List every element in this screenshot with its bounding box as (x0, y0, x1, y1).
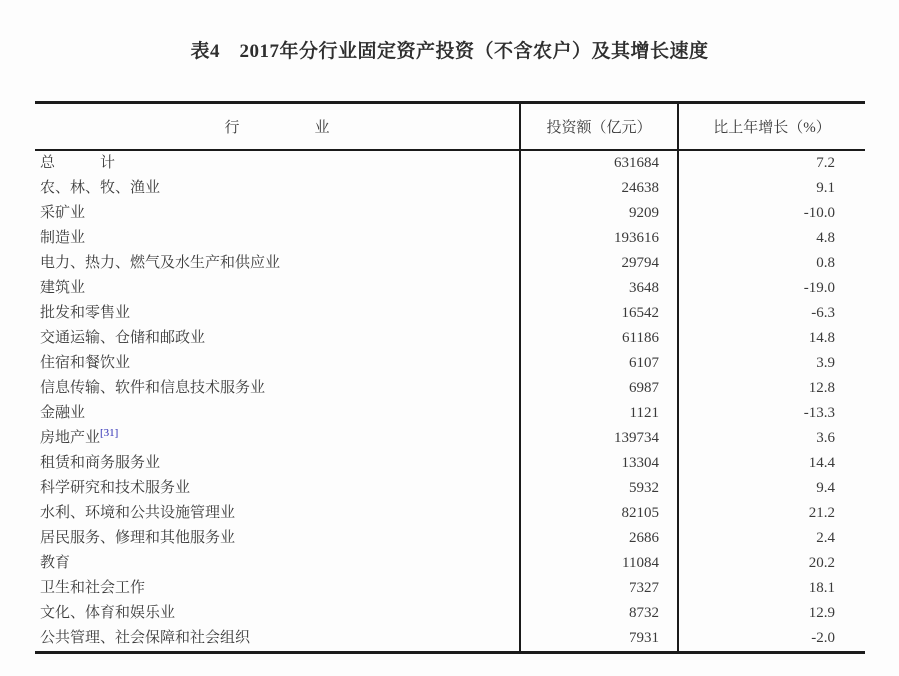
table-row (35, 150, 865, 176)
industry-label: 总 计 (40, 154, 116, 171)
industry-label: 教育 (40, 554, 71, 571)
growth-value: -19.0 (678, 276, 865, 301)
investment-value: 1121 (520, 401, 678, 426)
industry-label: 卫生和社会工作 (40, 579, 146, 596)
table-header (35, 103, 865, 150)
table-row (35, 601, 865, 626)
growth-value: 9.1 (678, 176, 865, 201)
footnote-ref-link[interactable]: [31] (100, 426, 119, 439)
industry-cell (35, 376, 520, 401)
growth-value: -6.3 (678, 301, 865, 326)
industry-cell (35, 476, 520, 501)
industry-cell (35, 150, 520, 176)
industry-label: 信息传输、软件和信息技术服务业 (40, 379, 266, 396)
industry-label: 住宿和餐饮业 (40, 354, 131, 371)
investment-value: 193616 (520, 226, 678, 251)
growth-value: 18.1 (678, 576, 865, 601)
investment-value: 5932 (520, 476, 678, 501)
investment-value: 16542 (520, 301, 678, 326)
industry-label: 采矿业 (40, 204, 86, 221)
table-title: 表4 2017年分行业固定资产投资（不含农户）及其增长速度 (190, 41, 709, 62)
industry-label: 金融业 (40, 404, 86, 421)
table-row (35, 376, 865, 401)
growth-value: 4.8 (678, 226, 865, 251)
table-row (35, 251, 865, 276)
industry-cell (35, 426, 520, 451)
industry-cell (35, 551, 520, 576)
growth-value: 7.2 (678, 150, 865, 176)
investment-value: 11084 (520, 551, 678, 576)
table-row (35, 576, 865, 601)
industry-label: 公共管理、社会保障和社会组织 (40, 629, 251, 646)
industry-label: 科学研究和技术服务业 (40, 479, 191, 496)
investment-value: 82105 (520, 501, 678, 526)
table-row (35, 451, 865, 476)
industry-label: 水利、环境和公共设施管理业 (40, 504, 236, 521)
table-row (35, 401, 865, 426)
industry-label: 电力、热力、燃气及水生产和供应业 (40, 254, 281, 271)
growth-value: -2.0 (678, 626, 865, 653)
header-row (35, 103, 865, 150)
table-row (35, 526, 865, 551)
growth-value: -13.3 (678, 401, 865, 426)
growth-value: -10.0 (678, 201, 865, 226)
investment-value: 139734 (520, 426, 678, 451)
industry-cell (35, 526, 520, 551)
table-row (35, 226, 865, 251)
table-row (35, 201, 865, 226)
industry-label: 批发和零售业 (40, 304, 131, 321)
industry-cell (35, 601, 520, 626)
industry-cell (35, 276, 520, 301)
investment-value: 13304 (520, 451, 678, 476)
table-row (35, 626, 865, 653)
investment-value: 7327 (520, 576, 678, 601)
industry-cell (35, 201, 520, 226)
industry-cell (35, 301, 520, 326)
industry-label: 农、林、牧、渔业 (40, 179, 161, 196)
table-row (35, 326, 865, 351)
table-row (35, 501, 865, 526)
investment-value: 9209 (520, 201, 678, 226)
industry-cell (35, 501, 520, 526)
industry-label: 制造业 (40, 229, 86, 246)
industry-cell (35, 251, 520, 276)
growth-value: 14.4 (678, 451, 865, 476)
industry-cell (35, 351, 520, 376)
table-row (35, 351, 865, 376)
table-row (35, 301, 865, 326)
growth-value: 3.6 (678, 426, 865, 451)
table-row (35, 426, 865, 451)
header-industry: 行 业 (35, 103, 520, 150)
industry-cell (35, 326, 520, 351)
growth-value: 21.2 (678, 501, 865, 526)
growth-value: 12.8 (678, 376, 865, 401)
industry-label: 居民服务、修理和其他服务业 (40, 529, 236, 546)
investment-value: 3648 (520, 276, 678, 301)
industry-cell (35, 626, 520, 653)
industry-label: 房地产业 (40, 429, 101, 446)
investment-table (35, 101, 865, 654)
industry-cell (35, 176, 520, 201)
header-growth: 比上年增长（%） (678, 103, 865, 150)
investment-value: 6107 (520, 351, 678, 376)
table-row (35, 176, 865, 201)
industry-label: 交通运输、仓储和邮政业 (40, 329, 206, 346)
investment-value: 61186 (520, 326, 678, 351)
investment-value: 8732 (520, 601, 678, 626)
industry-label: 租赁和商务服务业 (40, 454, 161, 471)
industry-label: 文化、体育和娱乐业 (40, 604, 176, 621)
investment-value: 7931 (520, 626, 678, 653)
industry-cell (35, 401, 520, 426)
table-body (35, 150, 865, 653)
growth-value: 0.8 (678, 251, 865, 276)
industry-label: 建筑业 (40, 279, 86, 296)
investment-value: 24638 (520, 176, 678, 201)
investment-value: 631684 (520, 150, 678, 176)
table-row (35, 551, 865, 576)
table-row (35, 276, 865, 301)
industry-cell (35, 576, 520, 601)
growth-value: 12.9 (678, 601, 865, 626)
growth-value: 2.4 (678, 526, 865, 551)
industry-cell (35, 226, 520, 251)
investment-value: 29794 (520, 251, 678, 276)
table-row (35, 476, 865, 501)
growth-value: 20.2 (678, 551, 865, 576)
header-investment: 投资额（亿元） (520, 103, 678, 150)
growth-value: 3.9 (678, 351, 865, 376)
growth-value: 14.8 (678, 326, 865, 351)
investment-value: 6987 (520, 376, 678, 401)
industry-cell (35, 451, 520, 476)
investment-value: 2686 (520, 526, 678, 551)
growth-value: 9.4 (678, 476, 865, 501)
